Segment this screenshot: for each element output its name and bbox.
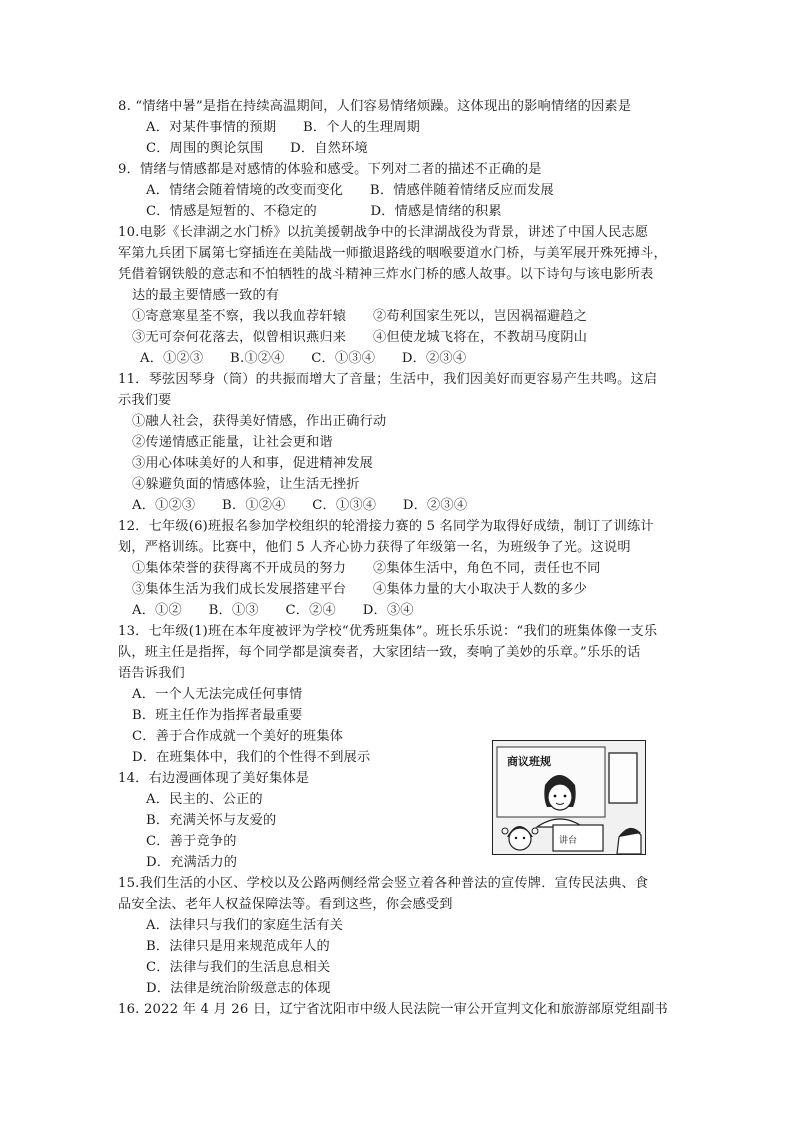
q15-stem-line2: 品安全法、老年人权益保障法等。看到这些，你会感受到 xyxy=(118,897,453,912)
q15-option-a: A．法律只与我们的家庭生活有关 xyxy=(146,918,344,933)
q15-option-d: D．法律是统治阶级意志的体现 xyxy=(146,981,331,996)
q13-stem-line3: 语告诉我们 xyxy=(118,666,185,681)
q10-stem-line3: 凭借着钢铁般的意志和不怕牺牲的战斗精神三炸水门桥的感人故事。以下诗句与该电影所表 xyxy=(118,267,654,282)
q13-option-d: D．在班集体中，我们的个性得不到展示 xyxy=(132,750,371,765)
q14-option-c: C．善于竞争的 xyxy=(146,834,237,849)
q10-item-34: ③无可奈何花落去，似曾相识燕归来 ④但使龙城飞将在，不教胡马度阴山 xyxy=(132,330,588,345)
q9-options-ab: A．情绪会随着情境的改变而变化 B．情感伴随着情绪反应而发展 xyxy=(146,183,554,198)
cartoon-illustration xyxy=(493,741,645,854)
q11-item-1: ①融人社会，获得美好情感，作出正确行动 xyxy=(132,414,387,429)
q14-option-d: D．充满活力的 xyxy=(146,855,238,870)
q15-stem-line1: 15.我们生活的小区、学校以及公路两侧经常会竖立着各种普法的宣传牌．宣传民法典、食 xyxy=(118,876,649,891)
q13-option-b: B．班主任作为指挥者最重要 xyxy=(132,708,303,723)
q11-item-3: ③用心体味美好的人和事，促进精神发展 xyxy=(132,456,373,471)
q12-item-12: ①集体荣誉的获得离不开成员的努力 ②集体生活中，角色不同，责任也不同 xyxy=(132,561,601,576)
q16-stem-line1: 16. 2022 年 4 月 26 日，辽宁省沈阳市中级人民法院一审公开宣判文化和旅游部原党组副书 xyxy=(118,1002,668,1017)
q10-options: A．①②③ B.①②④ C．①③④ D．②③④ xyxy=(140,351,467,366)
q11-item-4: ④躲避负面的情感体验，让生活无挫折 xyxy=(132,477,360,492)
q11-options: A．①②③ B．①②④ C．①③④ D．②③④ xyxy=(132,498,468,513)
q12-options: A．①② B．①③ C．②④ D．③④ xyxy=(132,603,414,618)
q13-option-a: A．一个人无法完成任何事情 xyxy=(132,687,303,702)
q8-stem: 8. “情绪中暑”是指在持续高温期间，人们容易情绪烦躁。这体现出的影响情绪的因素是 xyxy=(118,99,632,114)
q8-options-ab: A．对某件事情的预期 B．个人的生理周期 xyxy=(146,120,420,135)
class-rules-cartoon xyxy=(492,740,646,855)
q12-item-34: ③集体生活为我们成长发展搭建平台 ④集体力量的大小取决于人数的多少 xyxy=(132,582,588,597)
cartoon-podium-label: 讲台 xyxy=(559,836,578,846)
q9-options-cd: C．情感是短暂的、不稳定的 D．情感是情绪的积累 xyxy=(146,204,502,219)
q15-option-c: C．法律与我们的生活息息相关 xyxy=(146,960,331,975)
q10-stem-line1: 10.电影《长津湖之水门桥》以抗美援朝战争中的长津湖战役为背景，讲述了中国人民志愿 xyxy=(118,225,649,240)
q13-option-c: C．善于合作成就一个美好的班集体 xyxy=(132,729,344,744)
q13-stem-line1: 13．七年级(1)班在本年度被评为学校“优秀班集体”。班长乐乐说：“我们的班集体像一支乐 xyxy=(118,624,658,639)
cartoon-board-title: 商议班规 xyxy=(507,755,551,768)
q11-item-2: ②传递情感正能量，让社会更和谐 xyxy=(132,435,333,450)
q12-stem-line2: 划，严格训练。比赛中，他们 5 人齐心协力获得了年级第一名，为班级争了光。这说明 xyxy=(118,540,631,555)
q11-stem-line2: 示我们要 xyxy=(118,393,172,408)
q11-stem-line1: 11．琴弦因琴身（筒）的共振而增大了音量；生活中，我们因美好而更容易产生共鸣。这启 xyxy=(118,372,658,387)
q8-options-cd: C．周围的舆论氛围 D．自然环境 xyxy=(146,141,368,156)
q13-stem-line2: 队，班主任是指挥，每个同学都是演奏者，大家团结一致，奏响了美妙的乐章。”乐乐的话 xyxy=(118,645,641,660)
q10-item-12: ①寄意寒星荃不察，我以我血荐轩辕 ②苟利国家生死以，岂因祸福避趋之 xyxy=(132,309,588,324)
q9-stem: 9．情绪与情感都是对感情的体验和感受。下列对二者的描述不正确的是 xyxy=(118,162,542,177)
q12-stem-line1: 12．七年级(6)班报名参加学校组织的轮滑接力赛的 5 名同学为取得好成绩，制订了训练计 xyxy=(118,519,654,534)
q14-stem: 14．右边漫画体现了美好集体是 xyxy=(118,771,310,786)
q14-option-a: A．民主的、公正的 xyxy=(146,792,263,807)
q15-option-b: B．法律只是用来规范成年人的 xyxy=(146,939,330,954)
q10-stem-line2: 军第九兵团下属第七穿插连在美陆战一师撤退路线的咽喉要道水门桥，与美军展开殊死搏斗， xyxy=(118,246,667,261)
q14-option-b: B．充满关怀与友爱的 xyxy=(146,813,277,828)
q10-stem-line4: 达的最主要情感一致的有 xyxy=(132,288,280,303)
